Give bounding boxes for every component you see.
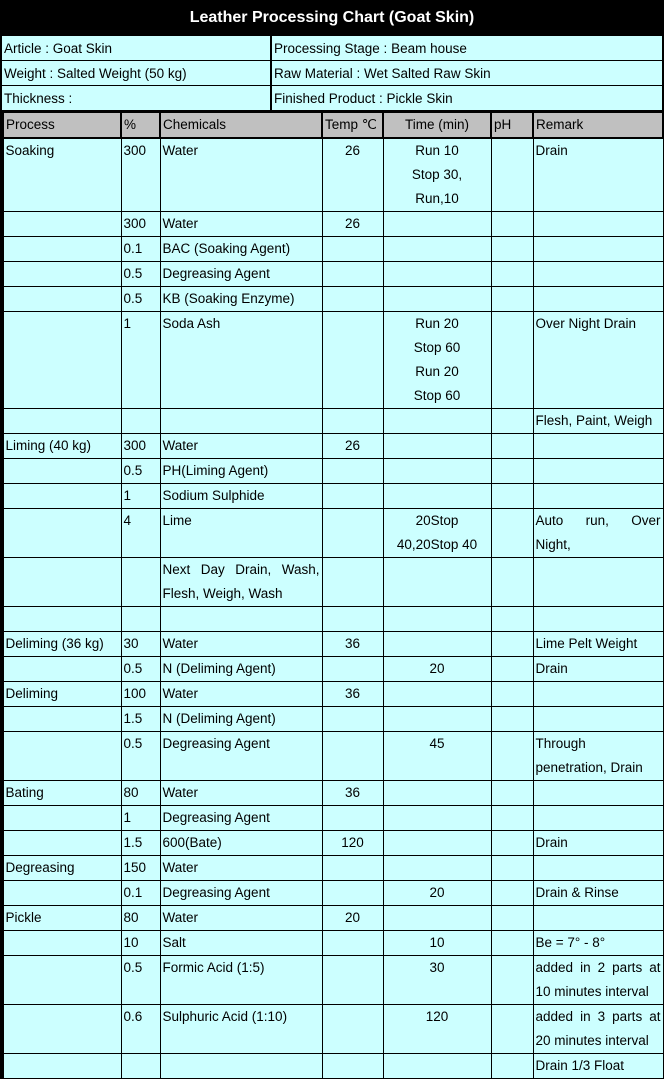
cell-ph — [491, 1054, 533, 1079]
cell-time: 20Stop 40,20Stop 40 — [383, 509, 491, 558]
cell-percent: 1 — [121, 484, 160, 509]
cell-process: Bating — [3, 781, 121, 806]
cell-temp — [322, 657, 383, 682]
cell-percent: 0.5 — [121, 459, 160, 484]
finished-product-field: Finished Product : Pickle Skin — [272, 86, 662, 110]
table-row — [3, 881, 663, 906]
cell-chemical: N (Deliming Agent) — [160, 657, 322, 682]
cell-temp — [322, 509, 383, 558]
cell-process — [3, 707, 121, 732]
cell-temp: 36 — [322, 781, 383, 806]
cell-remark — [533, 459, 663, 484]
cell-chemical: Soda Ash — [160, 312, 322, 409]
cell-percent: 80 — [121, 906, 160, 931]
cell-chemical: Degreasing Agent — [160, 806, 322, 831]
cell-chemical: Water — [160, 434, 322, 459]
cell-remark: Through penetration, Drain — [533, 732, 663, 781]
cell-chemical: Salt — [160, 931, 322, 956]
cell-temp: 120 — [322, 831, 383, 856]
cell-time — [383, 459, 491, 484]
cell-time — [383, 434, 491, 459]
cell-remark — [533, 906, 663, 931]
cell-process — [3, 409, 121, 434]
cell-percent: 80 — [121, 781, 160, 806]
cell-chemical — [160, 607, 322, 632]
cell-remark: Auto run, Over Night, — [533, 509, 663, 558]
table-row — [3, 607, 663, 632]
cell-ph — [491, 881, 533, 906]
cell-time — [383, 906, 491, 931]
cell-ph — [491, 434, 533, 459]
cell-ph — [491, 237, 533, 262]
cell-percent: 100 — [121, 682, 160, 707]
cell-remark: Be = 7° - 8° — [533, 931, 663, 956]
cell-time — [383, 682, 491, 707]
cell-time — [383, 262, 491, 287]
cell-percent: 0.5 — [121, 287, 160, 312]
cell-process — [3, 262, 121, 287]
cell-process: Pickle — [3, 906, 121, 931]
cell-chemical: Next Day Drain, Wash, Flesh, Weigh, Wash — [160, 558, 322, 607]
cell-time — [383, 831, 491, 856]
cell-chemical: KB (Soaking Enzyme) — [160, 287, 322, 312]
cell-remark: Flesh, Paint, Weigh — [533, 409, 663, 434]
cell-ph — [491, 781, 533, 806]
cell-ph — [491, 632, 533, 657]
cell-time — [383, 237, 491, 262]
cell-temp — [322, 484, 383, 509]
table-row — [3, 312, 663, 409]
cell-time — [383, 707, 491, 732]
cell-process — [3, 558, 121, 607]
cell-ph — [491, 707, 533, 732]
table-row — [3, 831, 663, 856]
cell-chemical: Water — [160, 138, 322, 212]
cell-remark — [533, 434, 663, 459]
cell-chemical: Water — [160, 212, 322, 237]
cell-process: Liming (40 kg) — [3, 434, 121, 459]
cell-process — [3, 931, 121, 956]
table-header-row — [3, 112, 663, 138]
cell-temp — [322, 707, 383, 732]
cell-chemical: Lime — [160, 509, 322, 558]
cell-temp — [322, 459, 383, 484]
cell-chemical: Sulphuric Acid (1:10) — [160, 1005, 322, 1054]
cell-time — [383, 558, 491, 607]
cell-ph — [491, 312, 533, 409]
cell-remark: Lime Pelt Weight — [533, 632, 663, 657]
thickness-field: Thickness : — [2, 86, 270, 110]
cell-temp — [322, 1054, 383, 1079]
cell-temp — [322, 956, 383, 1005]
weight-field: Weight : Salted Weight (50 kg) — [2, 61, 270, 85]
cell-remark — [533, 212, 663, 237]
cell-percent: 150 — [121, 856, 160, 881]
cell-ph — [491, 459, 533, 484]
cell-time: 30 — [383, 956, 491, 1005]
header-chemicals: Chemicals — [160, 112, 322, 138]
cell-time — [383, 484, 491, 509]
cell-remark — [533, 707, 663, 732]
cell-temp — [322, 237, 383, 262]
cell-process — [3, 657, 121, 682]
cell-percent: 0.5 — [121, 657, 160, 682]
cell-time — [383, 287, 491, 312]
cell-process — [3, 237, 121, 262]
cell-temp: 36 — [322, 682, 383, 707]
cell-chemical: BAC (Soaking Agent) — [160, 237, 322, 262]
cell-time — [383, 409, 491, 434]
cell-process: Deliming (36 kg) — [3, 632, 121, 657]
cell-temp — [322, 881, 383, 906]
cell-temp — [322, 262, 383, 287]
table-row — [3, 459, 663, 484]
cell-time — [383, 781, 491, 806]
cell-process: Degreasing — [3, 856, 121, 881]
cell-percent: 0.5 — [121, 956, 160, 1005]
cell-process — [3, 212, 121, 237]
cell-remark: Drain 1/3 Float — [533, 1054, 663, 1079]
cell-remark: Drain — [533, 138, 663, 212]
cell-remark — [533, 237, 663, 262]
table-row — [3, 707, 663, 732]
cell-percent: 1 — [121, 312, 160, 409]
table-row — [3, 409, 663, 434]
cell-ph — [491, 484, 533, 509]
cell-chemical: PH(Liming Agent) — [160, 459, 322, 484]
header-percent: % — [121, 112, 160, 138]
cell-chemical: Water — [160, 856, 322, 881]
table-row — [3, 434, 663, 459]
table-row — [3, 138, 663, 212]
cell-percent — [121, 409, 160, 434]
cell-percent — [121, 1054, 160, 1079]
cell-ph — [491, 262, 533, 287]
cell-chemical — [160, 409, 322, 434]
cell-time — [383, 806, 491, 831]
info-row — [2, 61, 662, 85]
cell-percent: 0.6 — [121, 1005, 160, 1054]
cell-temp: 26 — [322, 212, 383, 237]
cell-percent: 30 — [121, 632, 160, 657]
cell-temp: 26 — [322, 434, 383, 459]
cell-temp — [322, 1005, 383, 1054]
header-process: Process — [3, 112, 121, 138]
cell-temp — [322, 409, 383, 434]
cell-ph — [491, 212, 533, 237]
table-row — [3, 732, 663, 781]
cell-process: Deliming — [3, 682, 121, 707]
cell-chemical: Water — [160, 781, 322, 806]
cell-temp — [322, 607, 383, 632]
cell-remark: Drain & Rinse — [533, 881, 663, 906]
cell-remark — [533, 262, 663, 287]
table-row — [3, 906, 663, 931]
info-row — [2, 86, 662, 110]
cell-temp — [322, 287, 383, 312]
cell-percent: 0.5 — [121, 732, 160, 781]
cell-temp — [322, 856, 383, 881]
cell-process — [3, 484, 121, 509]
info-panel — [2, 36, 662, 110]
cell-remark — [533, 558, 663, 607]
cell-process — [3, 831, 121, 856]
cell-process — [3, 1005, 121, 1054]
cell-percent — [121, 607, 160, 632]
table-row — [3, 1054, 663, 1079]
cell-time — [383, 632, 491, 657]
table-row — [3, 262, 663, 287]
table-row — [3, 1005, 663, 1054]
table-row — [3, 212, 663, 237]
table-row — [3, 558, 663, 607]
cell-percent: 1.5 — [121, 831, 160, 856]
cell-process — [3, 459, 121, 484]
cell-chemical: Degreasing Agent — [160, 262, 322, 287]
cell-remark: Drain — [533, 831, 663, 856]
cell-remark — [533, 484, 663, 509]
cell-percent: 1.5 — [121, 707, 160, 732]
cell-time: Run 20 Stop 60 Run 20 Stop 60 — [383, 312, 491, 409]
article-field: Article : Goat Skin — [2, 36, 270, 60]
cell-remark — [533, 682, 663, 707]
cell-time: 120 — [383, 1005, 491, 1054]
cell-ph — [491, 931, 533, 956]
table-row — [3, 632, 663, 657]
cell-ph — [491, 558, 533, 607]
cell-ph — [491, 906, 533, 931]
table-row — [3, 237, 663, 262]
cell-percent — [121, 558, 160, 607]
cell-process — [3, 881, 121, 906]
cell-chemical: 600(Bate) — [160, 831, 322, 856]
cell-ph — [491, 856, 533, 881]
cell-process — [3, 509, 121, 558]
cell-process — [3, 732, 121, 781]
raw-material-field: Raw Material : Wet Salted Raw Skin — [272, 61, 662, 85]
cell-ph — [491, 682, 533, 707]
cell-ph — [491, 1005, 533, 1054]
cell-remark: Over Night Drain — [533, 312, 663, 409]
cell-time: 10 — [383, 931, 491, 956]
cell-percent: 0.1 — [121, 237, 160, 262]
cell-percent: 300 — [121, 212, 160, 237]
cell-remark — [533, 287, 663, 312]
cell-ph — [491, 831, 533, 856]
table-row — [3, 806, 663, 831]
cell-temp — [322, 806, 383, 831]
cell-time — [383, 856, 491, 881]
cell-chemical — [160, 1054, 322, 1079]
cell-time: Run 10 Stop 30, Run,10 — [383, 138, 491, 212]
cell-chemical: Degreasing Agent — [160, 881, 322, 906]
cell-remark: added in 3 parts at 20 minutes interval — [533, 1005, 663, 1054]
table-row — [3, 781, 663, 806]
cell-percent: 300 — [121, 138, 160, 212]
cell-time: 20 — [383, 881, 491, 906]
chart-title: Leather Processing Chart (Goat Skin) — [0, 0, 664, 36]
cell-time — [383, 212, 491, 237]
cell-time — [383, 607, 491, 632]
cell-process — [3, 312, 121, 409]
table-row — [3, 856, 663, 881]
cell-ph — [491, 287, 533, 312]
cell-time: 45 — [383, 732, 491, 781]
cell-temp — [322, 931, 383, 956]
process-table — [2, 111, 664, 1079]
cell-temp: 36 — [322, 632, 383, 657]
cell-ph — [491, 509, 533, 558]
cell-remark — [533, 607, 663, 632]
cell-remark — [533, 781, 663, 806]
cell-ph — [491, 956, 533, 1005]
cell-process — [3, 607, 121, 632]
table-row — [3, 931, 663, 956]
header-remark: Remark — [533, 112, 663, 138]
cell-chemical: Water — [160, 682, 322, 707]
cell-remark: Drain — [533, 657, 663, 682]
header-temp: Temp ℃ — [322, 112, 383, 138]
cell-percent: 4 — [121, 509, 160, 558]
cell-percent: 300 — [121, 434, 160, 459]
cell-temp — [322, 558, 383, 607]
table-row — [3, 682, 663, 707]
cell-process — [3, 956, 121, 1005]
table-row — [3, 287, 663, 312]
cell-chemical: Water — [160, 632, 322, 657]
cell-chemical: Sodium Sulphide — [160, 484, 322, 509]
header-ph: pH — [491, 112, 533, 138]
cell-remark: added in 2 parts at 10 minutes interval — [533, 956, 663, 1005]
cell-ph — [491, 409, 533, 434]
cell-remark — [533, 856, 663, 881]
cell-ph — [491, 138, 533, 212]
cell-temp — [322, 732, 383, 781]
cell-process — [3, 1054, 121, 1079]
cell-chemical: N (Deliming Agent) — [160, 707, 322, 732]
cell-temp — [322, 312, 383, 409]
cell-ph — [491, 732, 533, 781]
cell-chemical: Formic Acid (1:5) — [160, 956, 322, 1005]
processing-stage-field: Processing Stage : Beam house — [272, 36, 662, 60]
cell-time — [383, 1054, 491, 1079]
cell-ph — [491, 607, 533, 632]
cell-percent: 1 — [121, 806, 160, 831]
table-row — [3, 509, 663, 558]
table-row — [3, 484, 663, 509]
header-time: Time (min) — [383, 112, 491, 138]
cell-percent: 0.1 — [121, 881, 160, 906]
cell-ph — [491, 657, 533, 682]
table-body — [3, 138, 663, 1079]
cell-temp: 20 — [322, 906, 383, 931]
cell-percent: 0.5 — [121, 262, 160, 287]
cell-process: Soaking — [3, 138, 121, 212]
cell-time: 20 — [383, 657, 491, 682]
cell-process — [3, 806, 121, 831]
table-row — [3, 956, 663, 1005]
cell-chemical: Water — [160, 906, 322, 931]
cell-remark — [533, 806, 663, 831]
table-row — [3, 657, 663, 682]
cell-ph — [491, 806, 533, 831]
cell-percent: 10 — [121, 931, 160, 956]
cell-process — [3, 287, 121, 312]
info-row — [2, 36, 662, 60]
cell-temp: 26 — [322, 138, 383, 212]
cell-chemical: Degreasing Agent — [160, 732, 322, 781]
